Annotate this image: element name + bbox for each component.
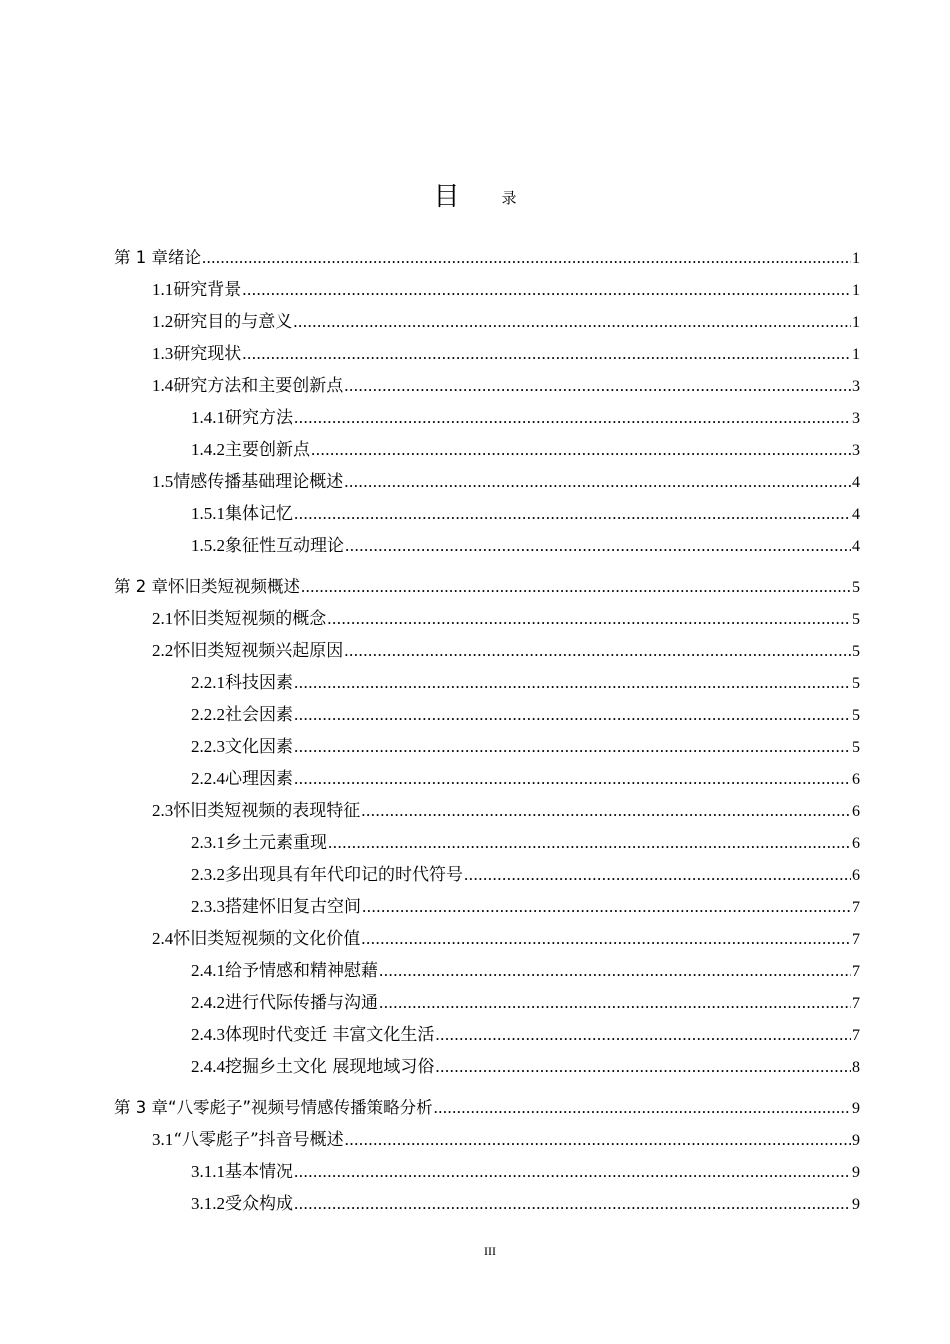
toc-entry-page: 5: [852, 707, 860, 724]
dot-leader: [361, 795, 851, 827]
toc-entry-number: 2.2: [152, 641, 174, 660]
dot-leader: [361, 923, 851, 955]
toc-entry-page: 6: [852, 803, 860, 820]
dot-leader: [294, 699, 851, 731]
toc-entry-title: 怀旧类短视频概述: [168, 577, 300, 596]
dot-leader: [362, 891, 851, 923]
toc-entry-page: 6: [852, 835, 860, 852]
toc-entry[interactable]: [114, 306, 860, 338]
toc-entry-page: 1: [852, 282, 860, 299]
toc-entry-page: 5: [852, 739, 860, 756]
toc-entry-page: 9: [852, 1132, 860, 1149]
dot-leader: [435, 1051, 851, 1083]
dot-leader: [344, 466, 851, 498]
toc-entry-title: 社会因素: [225, 705, 293, 725]
toc-chapter-entry[interactable]: [114, 571, 860, 603]
toc-entry-page: 4: [852, 538, 860, 555]
toc-entry-title: 体现时代变迁 丰富文化生活: [225, 1025, 435, 1045]
toc-title: [0, 176, 950, 213]
toc-entry[interactable]: [114, 635, 860, 667]
toc-entry-title: 乡土元素重现: [225, 833, 327, 853]
toc-entry-title: 基本情况: [225, 1162, 293, 1182]
toc-entry[interactable]: [114, 731, 860, 763]
toc-entry[interactable]: [114, 370, 860, 402]
dot-leader: [301, 571, 851, 603]
toc-entry-title: 情感传播基础理论概述: [173, 472, 344, 492]
toc-chapter-entry[interactable]: [114, 1092, 860, 1124]
toc-entry-page: 3: [852, 378, 860, 395]
toc-entry-title: 研究目的与意义: [173, 312, 293, 332]
toc-entry-number: 第 2 章: [114, 577, 168, 596]
toc-entry-number: 2.3.2: [191, 865, 225, 884]
toc-entry-page: 3: [852, 410, 860, 427]
dot-leader: [242, 274, 851, 306]
toc-entry-number: 3.1.1: [191, 1162, 225, 1181]
dot-leader: [345, 530, 851, 562]
toc-entry-number: 2.2.3: [191, 737, 225, 756]
toc-title-suffix: 录: [501, 189, 517, 207]
page-number: III: [484, 1244, 496, 1258]
toc-entry-page: 7: [852, 931, 860, 948]
toc-entry-page: 5: [852, 643, 860, 660]
toc-entry-title: 心理因素: [225, 769, 293, 789]
dot-leader: [379, 955, 851, 987]
toc-entry[interactable]: [114, 603, 860, 635]
dot-leader: [434, 1092, 851, 1124]
toc-entry-number: 1.5.1: [191, 504, 225, 523]
toc-entry-title: 怀旧类短视频的概念: [173, 609, 327, 629]
toc-entry[interactable]: [114, 923, 860, 955]
toc-entry[interactable]: [114, 699, 860, 731]
toc-entry-title: 集体记忆: [225, 504, 293, 524]
toc-entry-title: 文化因素: [225, 737, 293, 757]
toc-entry-number: 2.4.4: [191, 1057, 225, 1076]
toc-entry-number: 2.4.3: [191, 1025, 225, 1044]
dot-leader: [294, 1156, 851, 1188]
toc-entry[interactable]: [114, 1019, 860, 1051]
toc-entry[interactable]: [114, 795, 860, 827]
dot-leader: [345, 1124, 851, 1156]
toc-entry[interactable]: [114, 498, 860, 530]
toc-entry-number: 1.5.2: [191, 536, 225, 555]
toc-entry-number: 2.3.1: [191, 833, 225, 852]
toc-entry-page: 5: [852, 675, 860, 692]
toc-entry-title: 象征性互动理论: [225, 536, 344, 556]
toc-entry-title: 挖掘乡土文化 展现地域习俗: [225, 1057, 435, 1077]
toc-entry-page: 9: [852, 1100, 860, 1117]
dot-leader: [293, 306, 851, 338]
toc-entry[interactable]: [114, 530, 860, 562]
dot-leader: [202, 242, 851, 274]
dot-leader: [242, 338, 851, 370]
toc-entry[interactable]: [114, 667, 860, 699]
dot-leader: [294, 667, 851, 699]
toc-entry-page: 7: [852, 1027, 860, 1044]
dot-leader: [327, 603, 851, 635]
toc-entry-number: 2.2.2: [191, 705, 225, 724]
toc-entry-page: 6: [852, 771, 860, 788]
toc-entry-title: 科技因素: [225, 673, 293, 693]
toc-entry-title: 怀旧类短视频的文化价值: [173, 929, 361, 949]
toc-entry[interactable]: [114, 466, 860, 498]
toc-entry-title: “八零彪子”抖音号概述: [173, 1130, 344, 1150]
toc-entry-number: 3.1.2: [191, 1194, 225, 1213]
toc-entry-number: 3.1: [152, 1130, 174, 1149]
dot-leader: [294, 1188, 851, 1220]
dot-leader: [328, 827, 851, 859]
toc-entry-number: 2.4.2: [191, 993, 225, 1012]
toc-entry-number: 2.1: [152, 609, 174, 628]
toc-entry[interactable]: [114, 338, 860, 370]
toc-entry[interactable]: [114, 1188, 860, 1220]
toc-entry[interactable]: [114, 1156, 860, 1188]
dot-leader: [464, 859, 851, 891]
toc-entry-number: 1.5: [152, 472, 174, 491]
toc-entry-number: 2.4.1: [191, 961, 225, 980]
dot-leader: [294, 731, 851, 763]
toc-entry-title: 研究方法: [225, 408, 293, 428]
toc-entry-number: 2.4: [152, 929, 174, 948]
toc-entry[interactable]: [114, 1051, 860, 1083]
toc-entry-page: 7: [852, 995, 860, 1012]
toc-entry-page: 5: [852, 611, 860, 628]
toc-entry-page: 9: [852, 1196, 860, 1213]
toc-entry-title: 绪论: [168, 248, 201, 267]
table-of-contents: [114, 242, 860, 1220]
toc-entry[interactable]: [114, 402, 860, 434]
toc-entry-title: 怀旧类短视频的表现特征: [173, 801, 361, 821]
toc-entry-page: 6: [852, 867, 860, 884]
toc-title-main: 目: [433, 182, 460, 212]
dot-leader: [379, 987, 851, 1019]
toc-entry-title: 怀旧类短视频兴起原因: [173, 641, 344, 661]
toc-entry-number: 1.1: [152, 280, 174, 299]
toc-entry-title: 受众构成: [225, 1194, 293, 1214]
toc-entry-number: 1.4.1: [191, 408, 225, 427]
toc-entry[interactable]: [114, 1124, 860, 1156]
toc-entry[interactable]: [114, 763, 860, 795]
toc-entry-number: 第 1 章: [114, 248, 168, 267]
toc-entry-title: 给予情感和精神慰藉: [225, 961, 378, 981]
dot-leader: [294, 402, 851, 434]
toc-entry-title: 研究方法和主要创新点: [173, 376, 344, 396]
toc-entry-page: 1: [852, 250, 860, 267]
toc-entry-page: 3: [852, 442, 860, 459]
toc-entry-title: 研究背景: [173, 280, 242, 300]
toc-entry-page: 1: [852, 346, 860, 363]
dot-leader: [344, 635, 851, 667]
toc-entry[interactable]: [114, 434, 860, 466]
dot-leader: [344, 370, 851, 402]
toc-entry-page: 9: [852, 1164, 860, 1181]
dot-leader: [311, 434, 851, 466]
dot-leader: [435, 1019, 851, 1051]
toc-entry[interactable]: [114, 891, 860, 923]
toc-entry-number: 1.2: [152, 312, 174, 331]
toc-entry-page: 7: [852, 963, 860, 980]
toc-entry[interactable]: [114, 859, 860, 891]
toc-entry-page: 5: [852, 579, 860, 596]
toc-entry-number: 1.3: [152, 344, 174, 363]
toc-entry-number: 2.3.3: [191, 897, 225, 916]
toc-entry[interactable]: [114, 274, 860, 306]
toc-entry[interactable]: [114, 955, 860, 987]
toc-entry-page: 4: [852, 506, 860, 523]
toc-entry-number: 2.2.1: [191, 673, 225, 692]
toc-entry-title: 主要创新点: [225, 440, 310, 460]
toc-entry-number: 2.3: [152, 801, 174, 820]
toc-entry-number: 1.4.2: [191, 440, 225, 459]
toc-entry-number: 第 3 章: [114, 1098, 168, 1117]
toc-entry-number: 2.2.4: [191, 769, 225, 788]
toc-entry-page: 1: [852, 314, 860, 331]
toc-entry-number: 1.4: [152, 376, 174, 395]
toc-entry-title: 搭建怀旧复古空间: [225, 897, 361, 917]
toc-entry-page: 7: [852, 899, 860, 916]
toc-entry-page: 8: [852, 1059, 860, 1076]
toc-entry-page: 4: [852, 474, 860, 491]
toc-chapter-entry[interactable]: [114, 242, 860, 274]
toc-entry[interactable]: [114, 987, 860, 1019]
toc-entry-title: 研究现状: [173, 344, 242, 364]
toc-entry[interactable]: [114, 827, 860, 859]
toc-entry-title: 多出现具有年代印记的时代符号: [225, 865, 463, 885]
dot-leader: [294, 498, 851, 530]
dot-leader: [294, 763, 851, 795]
toc-entry-title: “八零彪子”视频号情感传播策略分析: [168, 1098, 433, 1117]
toc-entry-title: 进行代际传播与沟通: [225, 993, 378, 1013]
